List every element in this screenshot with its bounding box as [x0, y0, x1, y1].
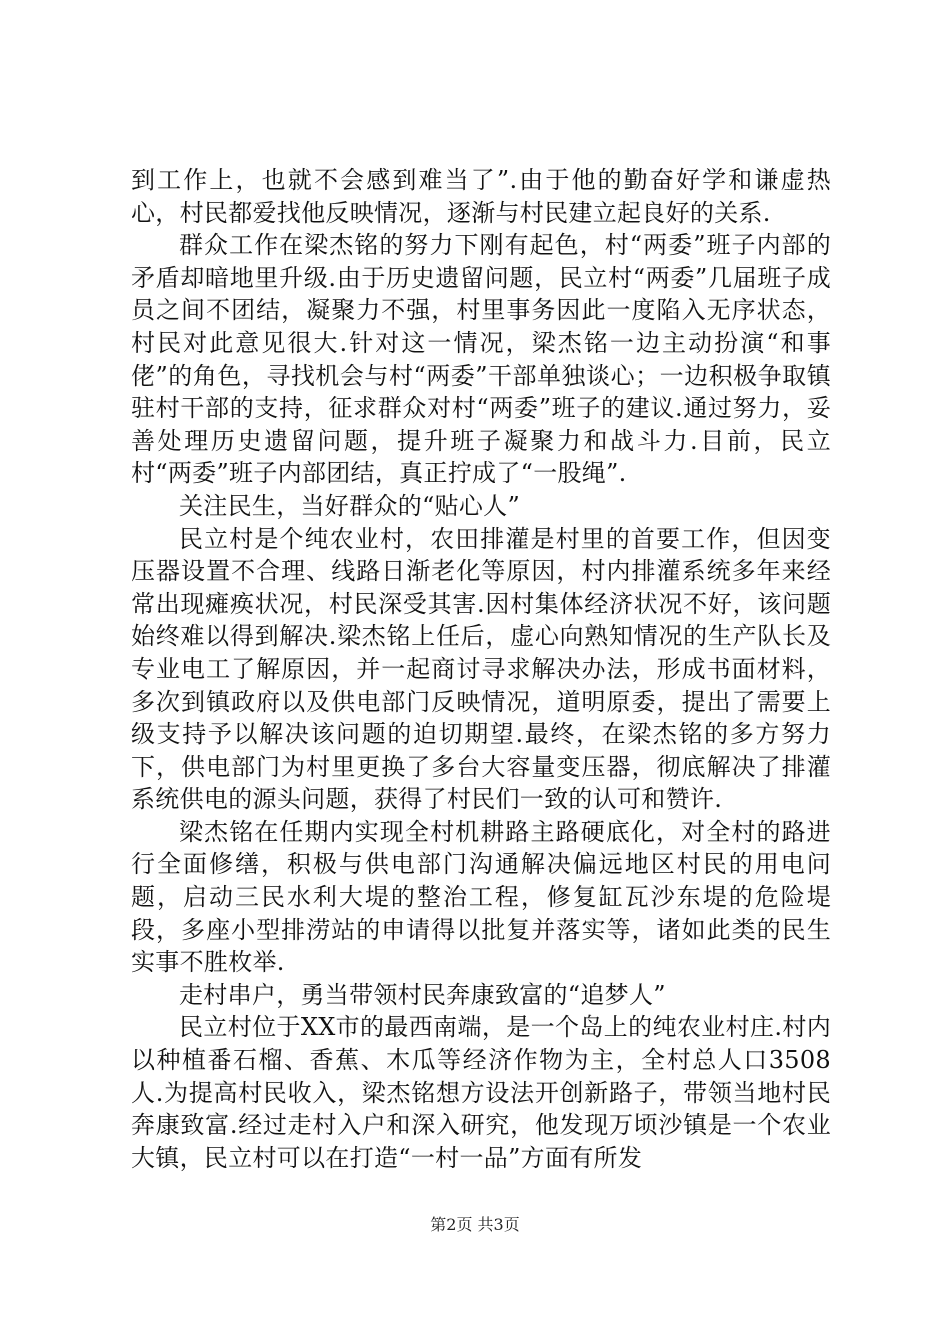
paragraph: 到工作上，也就不会感到难当了”.由于他的勤奋好学和谦虚热心，村民都爱找他反映情况，逐渐与村民建立起良好的关系. — [131, 166, 831, 227]
document-body — [131, 164, 831, 1174]
page-number-footer: 第2页 共3页 — [430, 1215, 520, 1234]
paragraph: 群众工作在梁杰铭的努力下刚有起色，村“两委”班子内部的矛盾却暗地里升级.由于历史遗留问题，民立村“两委”几届班子成员之间不团结，凝聚力不强，村里事务因此一度陷入无序状态，村民对此意见很大.针对这一情况，梁杰铭一边主动扮演“和事佬”的角色，寻找机会与村“两委”干部单独谈心；一边积极争取镇驻村干部的支持，征求群众对村“两委”班子的建议.通过努力，妥善处理历史遗留问题，提升班子凝聚力和战斗力.目前，民立村“两委”班子内部团结，真正拧成了“一股绳”. — [131, 231, 831, 488]
paragraph: 民立村位于XX市的最西南端，是一个岛上的纯农业村庄.村内以种植番石榴、香蕉、木瓜等经济作物为主，全村总人口3508人.为提高村民收入，梁杰铭想方设法开创新路子，带领当地村民奔康致富.经过走村入户和深入研究，他发现万顷沙镇是一个农业大镇，民立村可以在打造“一村一品”方面有所发 — [131, 1013, 831, 1172]
section-heading: 关注民生，当好群众的“贴心人” — [179, 491, 521, 520]
paragraph: 梁杰铭在任期内实现全村机耕路主路硬底化，对全村的路进行全面修缮，积极与供电部门沟通解决偏远地区村民的用电问题，启动三民水利大堤的整治工程，修复缸瓦沙东堤的危险堤段，多座小型排涝站的申请得以批复并落实等，诸如此类的民生实事不胜枚举. — [131, 817, 831, 977]
paragraph: 民立村是个纯农业村，农田排灌是村里的首要工作，但因变压器设置不合理、线路日渐老化等原因，村内排灌系统多年来经常出现瘫痪状况，村民深受其害.因村集体经济状况不好，该问题始终难以得到解决.梁杰铭上任后，虚心向熟知情况的生产队长及专业电工了解原因，并一起商讨寻求解决办法，形成书面材料，多次到镇政府以及供电部门反映情况，道明原委，提出了需要上级支持予以解决该问题的迫切期望.最终，在梁杰铭的多方努力下，供电部门为村里更换了多台大容量变压器，彻底解决了排灌系统供电的源头问题，获得了村民们一致的认可和赞许. — [131, 524, 831, 814]
section-heading: 走村串户，勇当带领村民奔康致富的“追梦人” — [179, 980, 666, 1009]
